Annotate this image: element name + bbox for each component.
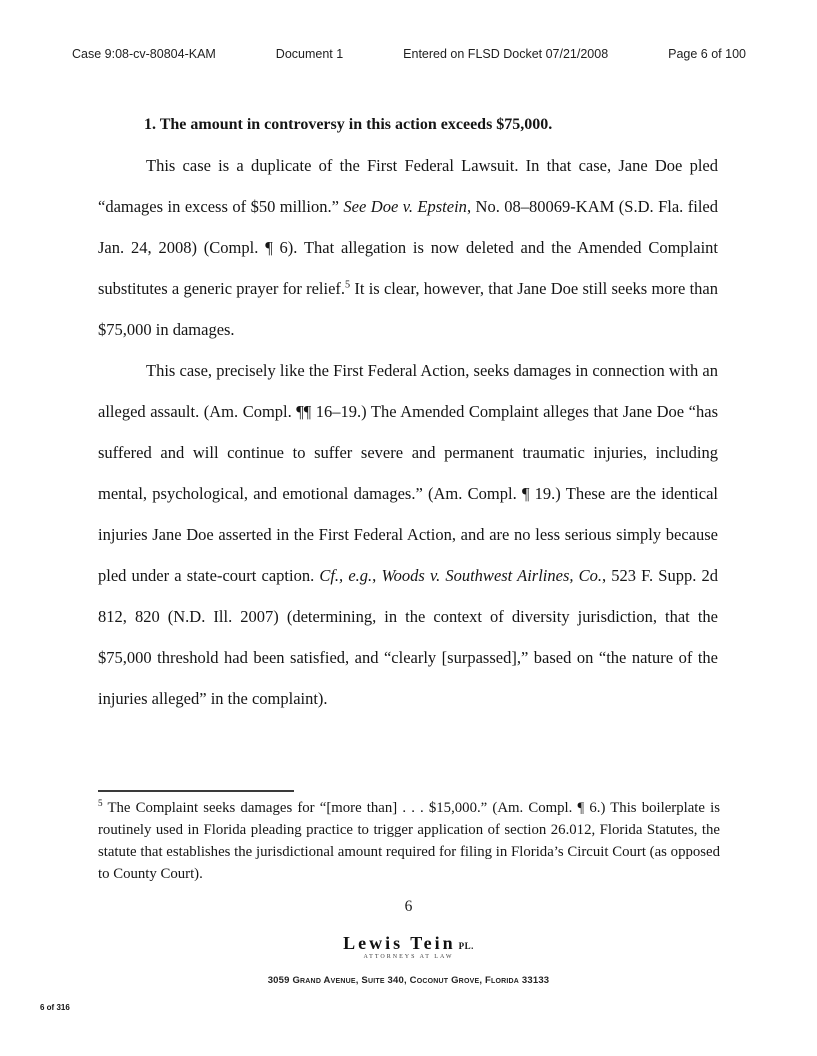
- citation-signal-cf-eg: Cf., e.g.: [319, 566, 373, 585]
- docket-entered-text: Entered on FLSD Docket 07/21/2008: [403, 47, 609, 61]
- firm-name-text: Lewis Tein: [343, 933, 456, 953]
- law-firm-logo: [0, 934, 817, 960]
- document-body: [98, 104, 718, 719]
- footnote-reference-5: 5: [345, 279, 351, 291]
- case-citation-doe-v-epstein: See Doe v. Epstein: [343, 197, 467, 216]
- firm-address: 3059 Grand Avenue, Suite 340, Coconut Grove, Florida 33133: [267, 975, 550, 986]
- firm-tagline: ATTORNEYS AT LAW: [363, 954, 454, 960]
- footnote-text: The Complaint seeks damages for “[more than] . . . $15,000.” (Am. Compl. ¶ 6.) This boilerplate is routinely used in Florida pleading practice to trigger application of section 26.012, Florida Statutes, the statute that establishes the jurisdictional amount required for filing in Florida’s Circuit Court (as opposed to County Court).: [98, 800, 720, 882]
- paragraph-1-text: It is clear, however, that Jane Doe still seeks more than $75,000 in damages.: [98, 279, 718, 339]
- case-citation-woods-v-southwest: Woods v. Southwest Airlines, Co.: [381, 566, 603, 585]
- docket-header: [72, 47, 746, 61]
- paragraph-2-text: ,: [372, 566, 382, 585]
- paragraph-1-text: This case is a duplicate of the First Federal Lawsuit. In that case, Jane Doe pled “damages in excess of $50 million.”: [98, 156, 718, 216]
- page-indicator: Page 6 of 100: [668, 47, 746, 61]
- case-number: Case 9:08-cv-80804-KAM: [72, 47, 216, 61]
- document-number: Document 1: [275, 47, 344, 61]
- section-heading: 1. The amount in controversy in this action exceeds $75,000.: [144, 116, 553, 133]
- firm-suffix: PL.: [458, 941, 474, 951]
- footnote-marker: 5: [98, 798, 103, 809]
- scan-page-stamp: 6 of 316: [40, 1003, 70, 1012]
- paragraph-2-text: , 523 F. Supp. 2d 812, 820 (N.D. Ill. 2007) (determining, in the context of diversity jurisdiction, that the $75,000 threshold had been satisfied, and “clearly [surpassed],” based on “the nature of the injuries alleged” in the complaint).: [98, 566, 718, 708]
- paragraph-2-text: This case, precisely like the First Federal Action, seeks damages in connection with an alleged assault. (Am. Compl. ¶¶ 16–19.) The Amended Complaint alleges that Jane Doe “has suffered and will continue to suffer severe and permanent traumatic injuries, including mental, psychological, and emotional damages.” (Am. Compl. ¶ 19.) These are the identical injuries Jane Doe asserted in the First Federal Action, and are no less serious simply because pled under a state-court caption.: [98, 361, 718, 585]
- paragraph-2: [98, 350, 718, 719]
- paragraph-1-text: , No. 08–80069-KAM (S.D. Fla. filed Jan. 24, 2008) (Compl. ¶ 6). That allegation is now deleted and the Amended Complaint substitutes a generic prayer for relief.: [98, 197, 718, 298]
- footnote-separator: [98, 790, 294, 792]
- firm-name: [0, 934, 817, 952]
- page-number: 6: [404, 898, 413, 915]
- footnote-5: [98, 797, 720, 885]
- paragraph-1: [98, 145, 718, 350]
